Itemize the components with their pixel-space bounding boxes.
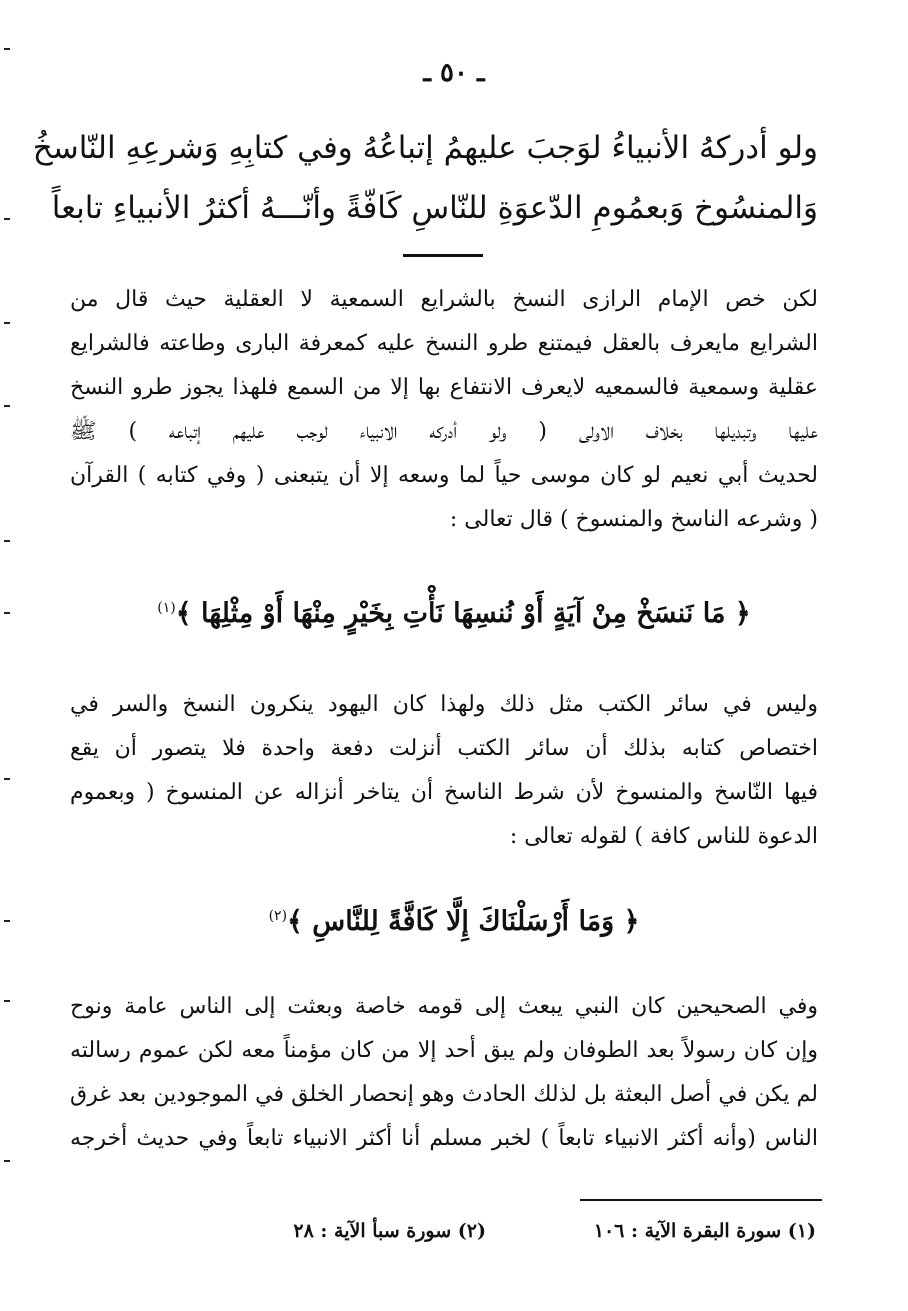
paragraph-3 [70, 985, 818, 1161]
paragraph-1 [70, 278, 818, 542]
text-line: لم يكن في أصل البعثة بل لذلك الحادث وهو إنحصار الخلق في الموجودين بعد غرق [70, 1082, 818, 1107]
text-line: وليس في سائر الكتب مثل ذلك ولهذا كان اليهود ينكرون النسخ والسر في [70, 692, 818, 717]
footnote-divider [580, 1199, 822, 1201]
verse-line: وَالمنسُوخ وَبعمُومِ الدّعوَةِ للنّاسِ كَافّةً وأنّـــهُ أكثرُ الأنبياءِ تابعاً [51, 190, 818, 226]
footnote-2: (٢) سورة سبأ الآية : ٢٨ [293, 1220, 486, 1242]
quran-verse-1 [0, 598, 908, 629]
text-line: الدعوة للناس كافة ) لقوله تعالى : [509, 824, 818, 849]
text-line: عقلية وسمعية فالسمعيه لايعرف الانتفاع بها إلا من السمع فلهذا يجوز طرو النسخ [70, 375, 818, 400]
footnote-1: (١) سورة البقرة الآية : ١٠٦ [593, 1220, 816, 1242]
margin-tick [4, 48, 10, 50]
margin-tick [4, 218, 10, 220]
quran-verse-2 [0, 906, 908, 937]
margin-tick [4, 405, 10, 407]
footnote-ref: (٢) [268, 908, 288, 924]
text-line: عليها وتبديلها بخلاف الاولى ( ولو أدركه الانبياء لوجب عليهم إتباعه ) ﷺ [70, 419, 818, 444]
margin-tick [4, 322, 10, 324]
margin-tick [4, 1160, 10, 1162]
text-line: لحديث أبي نعيم لو كان موسى حياً لما وسعه إلا أن يتبعنى ( وفي كتابه ) القرآن [70, 463, 818, 488]
text-line: ( وشرعه الناسخ والمنسوخ ) قال تعالى : [449, 507, 818, 532]
text-line: لكن خص الإمام الرازى النسخ بالشرايع السمعية لا العقلية حيث قال من [70, 287, 818, 312]
quran-text: ﴿ وَمَا أَرْسَلْنَاكَ إِلَّا كَافَّةً لِلنَّاسِ ﴾ [287, 906, 640, 937]
margin-tick [4, 778, 10, 780]
text-line: الشرايع مايعرف بالعقل فيمتنع طرو النسخ عليه كمعرفة البارى وطاعته فالشرايع [70, 331, 818, 356]
quran-text: ﴿ مَا نَنسَخْ مِنْ آيَةٍ أَوْ نُنسِهَا نَأْتِ بِخَيْرٍ مِنْهَا أَوْ مِثْلِهَا ﴾ [175, 598, 751, 629]
margin-tick [4, 1000, 10, 1002]
text-line: اختصاص كتابه بذلك أن سائر الكتب أنزلت دفعة واحدة فلا يتصور أن يقع [70, 736, 818, 761]
text-line: وفي الصحيحين كان النبي يبعث إلى قومه خاصة وبعثت إلى الناس عامة ونوح [70, 994, 818, 1019]
text-line: الناس (وأنه أكثر الانبياء تابعاً ) لخبر مسلم أنا أكثر الانبياء تابعاً وفي حديث أخرجه [70, 1126, 818, 1151]
footnote-ref: (١) [157, 600, 176, 616]
margin-tick [4, 540, 10, 542]
verse-divider [403, 254, 483, 257]
page-number: ـ ٥٠ ـ [423, 58, 485, 88]
text-line: فيها النّاسخ والمنسوخ لأن شرط الناسخ أن يتاخر أنزاله عن المنسوخ ( وبعموم [70, 780, 818, 805]
paragraph-2 [70, 683, 818, 859]
verse-line: ولو أدركهُ الأنبياءُ لوَجبَ عليهمُ إتباعُهُ وفي كتابِهِ وَشرعِهِ النّاسخُ [32, 130, 818, 166]
text-line: وإن كان رسولاً بعد الطوفان ولم يبق أحد إلا من كان مؤمناً معه لكن عموم رسالته [70, 1038, 818, 1063]
